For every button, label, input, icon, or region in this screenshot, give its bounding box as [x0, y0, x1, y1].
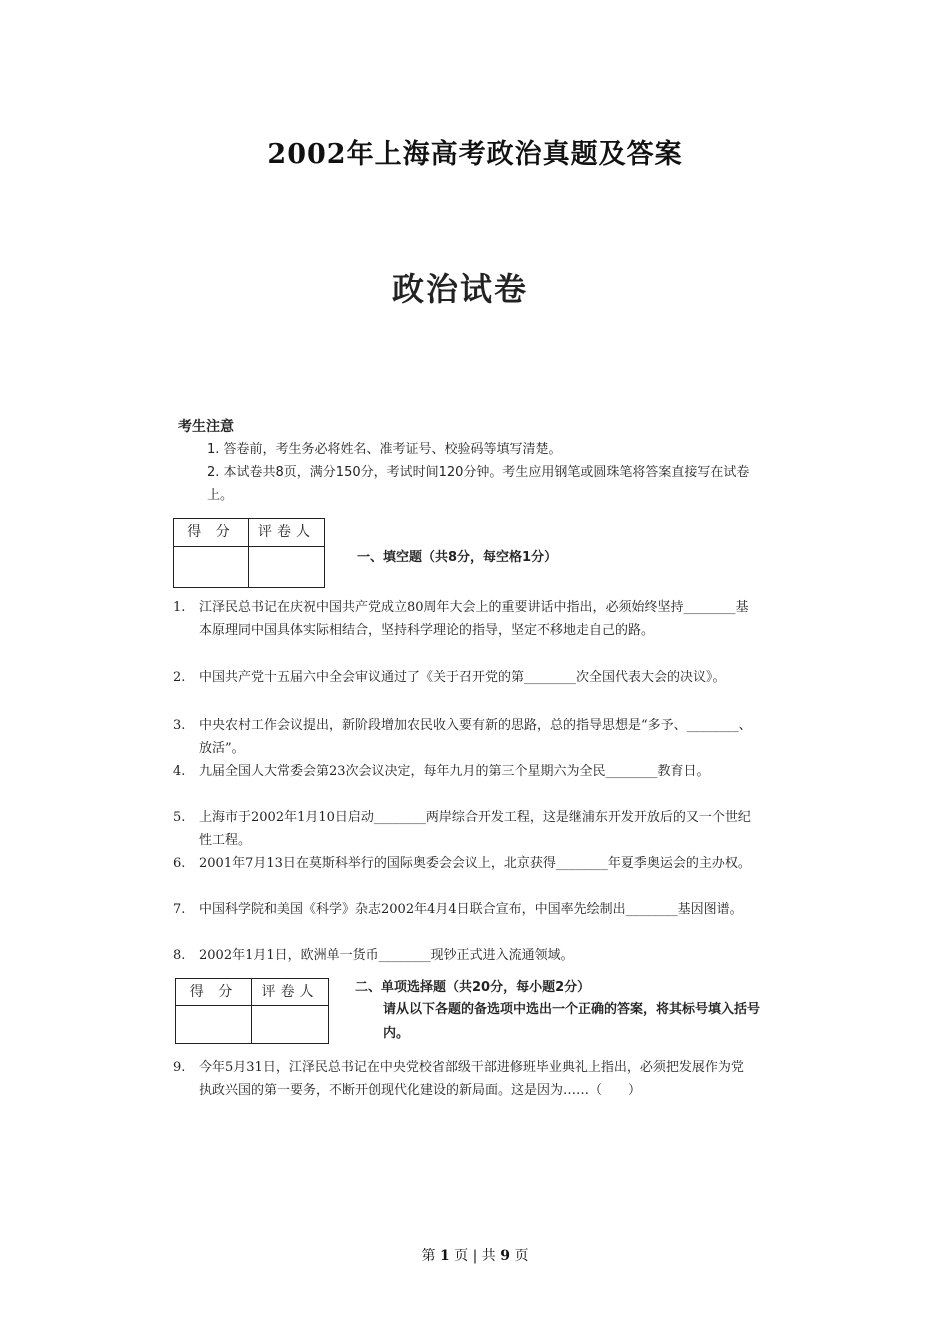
question-text: 中央农村工作会议提出，新阶段增加农民收入要有新的思路，总的指导思想是“多予、________、放活”。: [199, 718, 752, 756]
footer-suffix: 页: [514, 1248, 529, 1264]
question-5: [173, 806, 753, 848]
page-footer: [0, 1245, 950, 1265]
question-text: 中国共产党十五届六中全会审议通过了《关于召开党的第________次全国代表大会的决议》。: [199, 670, 726, 685]
notice-heading: 考生注意: [178, 419, 234, 435]
question-number: 7.: [173, 902, 186, 917]
question-2: [173, 666, 753, 689]
question-text: 2002年1月1日，欧洲单一货币________现钞正式进入流通领域。: [199, 948, 574, 963]
question-number: 8.: [173, 948, 186, 963]
grader-label: 评卷人: [249, 519, 324, 547]
question-9: [173, 1056, 753, 1098]
question-number: 3.: [173, 718, 186, 733]
notice-item: 2. 本试卷共8页，满分150分，考试时间120分钟。考生应用钢笔或圆珠笔将答案直接写在试卷上。: [207, 465, 750, 503]
score-box-section1: [173, 518, 325, 588]
question-number: 1.: [173, 600, 186, 615]
section1-title: 一、填空题（共8分，每空格1分）: [357, 550, 558, 565]
question-1: [173, 596, 753, 665]
section2-title: 二、单项选择题（共20分，每小题2分）: [355, 980, 591, 995]
paper-title: 政治试卷: [391, 270, 528, 308]
grader-cell: [252, 1006, 328, 1043]
footer-page-number: 1: [439, 1248, 450, 1264]
footer-prefix: 第: [421, 1248, 436, 1264]
question-text: 今年5月31日，江泽民总书记在中央党校省部级干部进修班毕业典礼上指出，必须把发展作为党执政兴国的第一要务，不断开创现代化建设的新局面。这是因为……（ ）: [199, 1060, 744, 1098]
score-cell: [174, 547, 249, 587]
notice-item: 1. 答卷前，考生务必将姓名、准考证号、校验码等填写清楚。: [207, 442, 562, 457]
question-number: 6.: [173, 856, 186, 871]
question-number: 9.: [173, 1060, 186, 1075]
grader-cell: [249, 547, 324, 587]
question-number: 5.: [173, 810, 186, 825]
score-box-section2: [175, 978, 329, 1044]
footer-mid: 页 | 共: [454, 1248, 496, 1264]
grader-label: 评卷人: [252, 979, 328, 1006]
question-text: 上海市于2002年1月10日启动________两岸综合开发工程，这是继浦东开发开放后的又一个世纪性工程。: [199, 810, 751, 848]
score-label: 得 分: [176, 979, 252, 1006]
question-4: [173, 760, 753, 783]
question-number: 2.: [173, 670, 186, 685]
scanned-exam-page: [165, 252, 765, 1137]
question-7: [173, 898, 753, 921]
question-text: 2001年7月13日在莫斯科举行的国际奥委会会议上，北京获得________年夏季奥运会的主办权。: [199, 856, 751, 871]
question-8: [173, 944, 753, 967]
question-text: 九届全国人大常委会第23次会议决定，每年九月的第三个星期六为全民________教育日。: [199, 764, 710, 779]
score-cell: [176, 1006, 252, 1043]
score-label: 得 分: [174, 519, 249, 547]
question-3: [173, 714, 753, 756]
question-text: 江泽民总书记在庆祝中国共产党成立80周年大会上的重要讲话中指出，必须始终坚持________基本原理同中国具体实际相结合，坚持科学理论的指导，坚定不移地走自己的路。: [199, 600, 749, 638]
document-title: 2002年上海高考政治真题及答案: [267, 139, 683, 170]
question-text: 中国科学院和美国《科学》杂志2002年4月4日联合宣布，中国率先绘制出________基因图谱。: [199, 902, 743, 917]
question-6: [173, 852, 753, 875]
section2-instruction: 请从以下各题的备选项中选出一个正确的答案，将其标号填入括号内。: [383, 1002, 761, 1041]
footer-total-pages: 9: [500, 1248, 511, 1264]
question-number: 4.: [173, 764, 186, 779]
